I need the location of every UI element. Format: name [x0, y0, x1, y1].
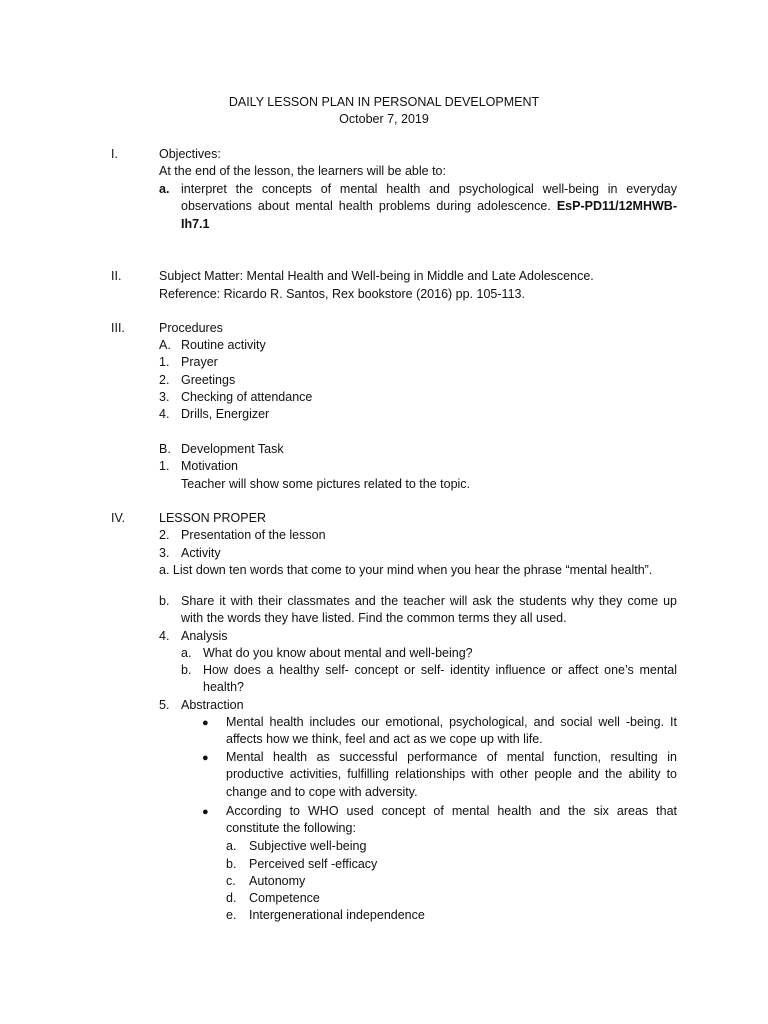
list-item-number: 4.	[159, 629, 170, 643]
list-item: Prayer	[181, 355, 218, 369]
bullet-icon: ●	[202, 806, 209, 818]
routine-marker: A.	[159, 338, 171, 352]
objectives-heading: Objectives:	[159, 147, 221, 161]
list-item: Drills, Energizer	[181, 407, 270, 421]
objectives-intro: At the end of the lesson, the learners will be able to:	[159, 164, 446, 178]
list-item: Checking of attendance	[181, 390, 313, 404]
section-numeral-ii: II.	[111, 269, 122, 283]
list-item: Greetings	[181, 373, 236, 387]
abstraction-label: Abstraction	[181, 698, 244, 712]
objective-a-marker: a.	[159, 182, 170, 196]
analysis-a: What do you know about mental and well-being?	[203, 646, 473, 660]
abstraction-bullet: According to WHO used concept of mental health and the six areas that constitute the following:	[226, 804, 677, 836]
who-area: Intergenerational independence	[249, 908, 425, 922]
procedures-heading: Procedures	[159, 321, 223, 335]
who-area: Perceived self -efficacy	[249, 857, 378, 871]
development-label: Development Task	[181, 442, 284, 456]
who-area: Autonomy	[249, 874, 306, 888]
who-area-marker: e.	[226, 908, 237, 922]
analysis-label: Analysis	[181, 629, 228, 643]
who-area: Competence	[249, 891, 320, 905]
section-numeral-i: I.	[111, 147, 118, 161]
abstraction-bullet: Mental health as successful performance of mental function, resulting in productive activities, fulfilling relationships with other people and the ability to change and to cope with adversity.	[226, 750, 677, 799]
section-numeral-iii: III.	[111, 321, 125, 335]
list-item-number: 5.	[159, 698, 170, 712]
document-title: DAILY LESSON PLAN IN PERSONAL DEVELOPMENT	[228, 95, 540, 109]
motivation-label: Motivation	[181, 459, 238, 473]
who-area-marker: b.	[226, 857, 237, 871]
document-date: October 7, 2019	[339, 112, 429, 126]
presentation-label: Presentation of the lesson	[181, 528, 326, 542]
bullet-icon: ●	[202, 752, 209, 764]
list-item-number: 2.	[159, 528, 170, 542]
activity-b: Share it with their classmates and the teacher will ask the students why they come up with the words they have listed. Find the common terms they all used.	[181, 594, 677, 626]
development-marker: B.	[159, 442, 171, 456]
analysis-a-marker: a.	[181, 646, 192, 660]
list-item-number: 1.	[159, 355, 170, 369]
bullet-icon: ●	[202, 717, 209, 729]
section-numeral-iv: IV.	[111, 511, 126, 525]
lesson-proper-heading: LESSON PROPER	[159, 511, 266, 525]
subject-matter: Subject Matter: Mental Health and Well-being in Middle and Late Adolescence.	[159, 269, 594, 283]
motivation-detail: Teacher will show some pictures related to the topic.	[181, 477, 471, 491]
activity-a: a. List down ten words that come to your mind when you hear the phrase “mental health”.	[159, 563, 653, 577]
list-item-number: 2.	[159, 373, 170, 387]
analysis-b-marker: b.	[181, 663, 192, 677]
competency-code: EsP-PD11/12MHWB-Ih7.1	[181, 199, 677, 231]
who-area-marker: c.	[226, 874, 236, 888]
who-area-marker: d.	[226, 891, 237, 905]
activity-b-marker: b.	[159, 594, 170, 608]
who-area-marker: a.	[226, 839, 237, 853]
list-item-number: 4.	[159, 407, 170, 421]
analysis-b: How does a healthy self- concept or self- identity influence or affect one’s mental health?	[203, 663, 677, 695]
reference: Reference: Ricardo R. Santos, Rex bookstore (2016) pp. 105-113.	[159, 287, 525, 301]
activity-label: Activity	[181, 546, 221, 560]
list-item-number: 1.	[159, 459, 170, 473]
list-item-number: 3.	[159, 546, 170, 560]
routine-label: Routine activity	[181, 338, 266, 352]
who-area: Subjective well-being	[249, 839, 367, 853]
abstraction-bullet: Mental health includes our emotional, psychological, and social well -being. It affects how we think, feel and act as we cope up with life.	[226, 715, 677, 747]
list-item-number: 3.	[159, 390, 170, 404]
objective-a-text: interpret the concepts of mental health and psychological well-being in everyday observations about mental health problems during adolescence. EsP-PD11/12MHWB-Ih7.1	[181, 182, 677, 231]
